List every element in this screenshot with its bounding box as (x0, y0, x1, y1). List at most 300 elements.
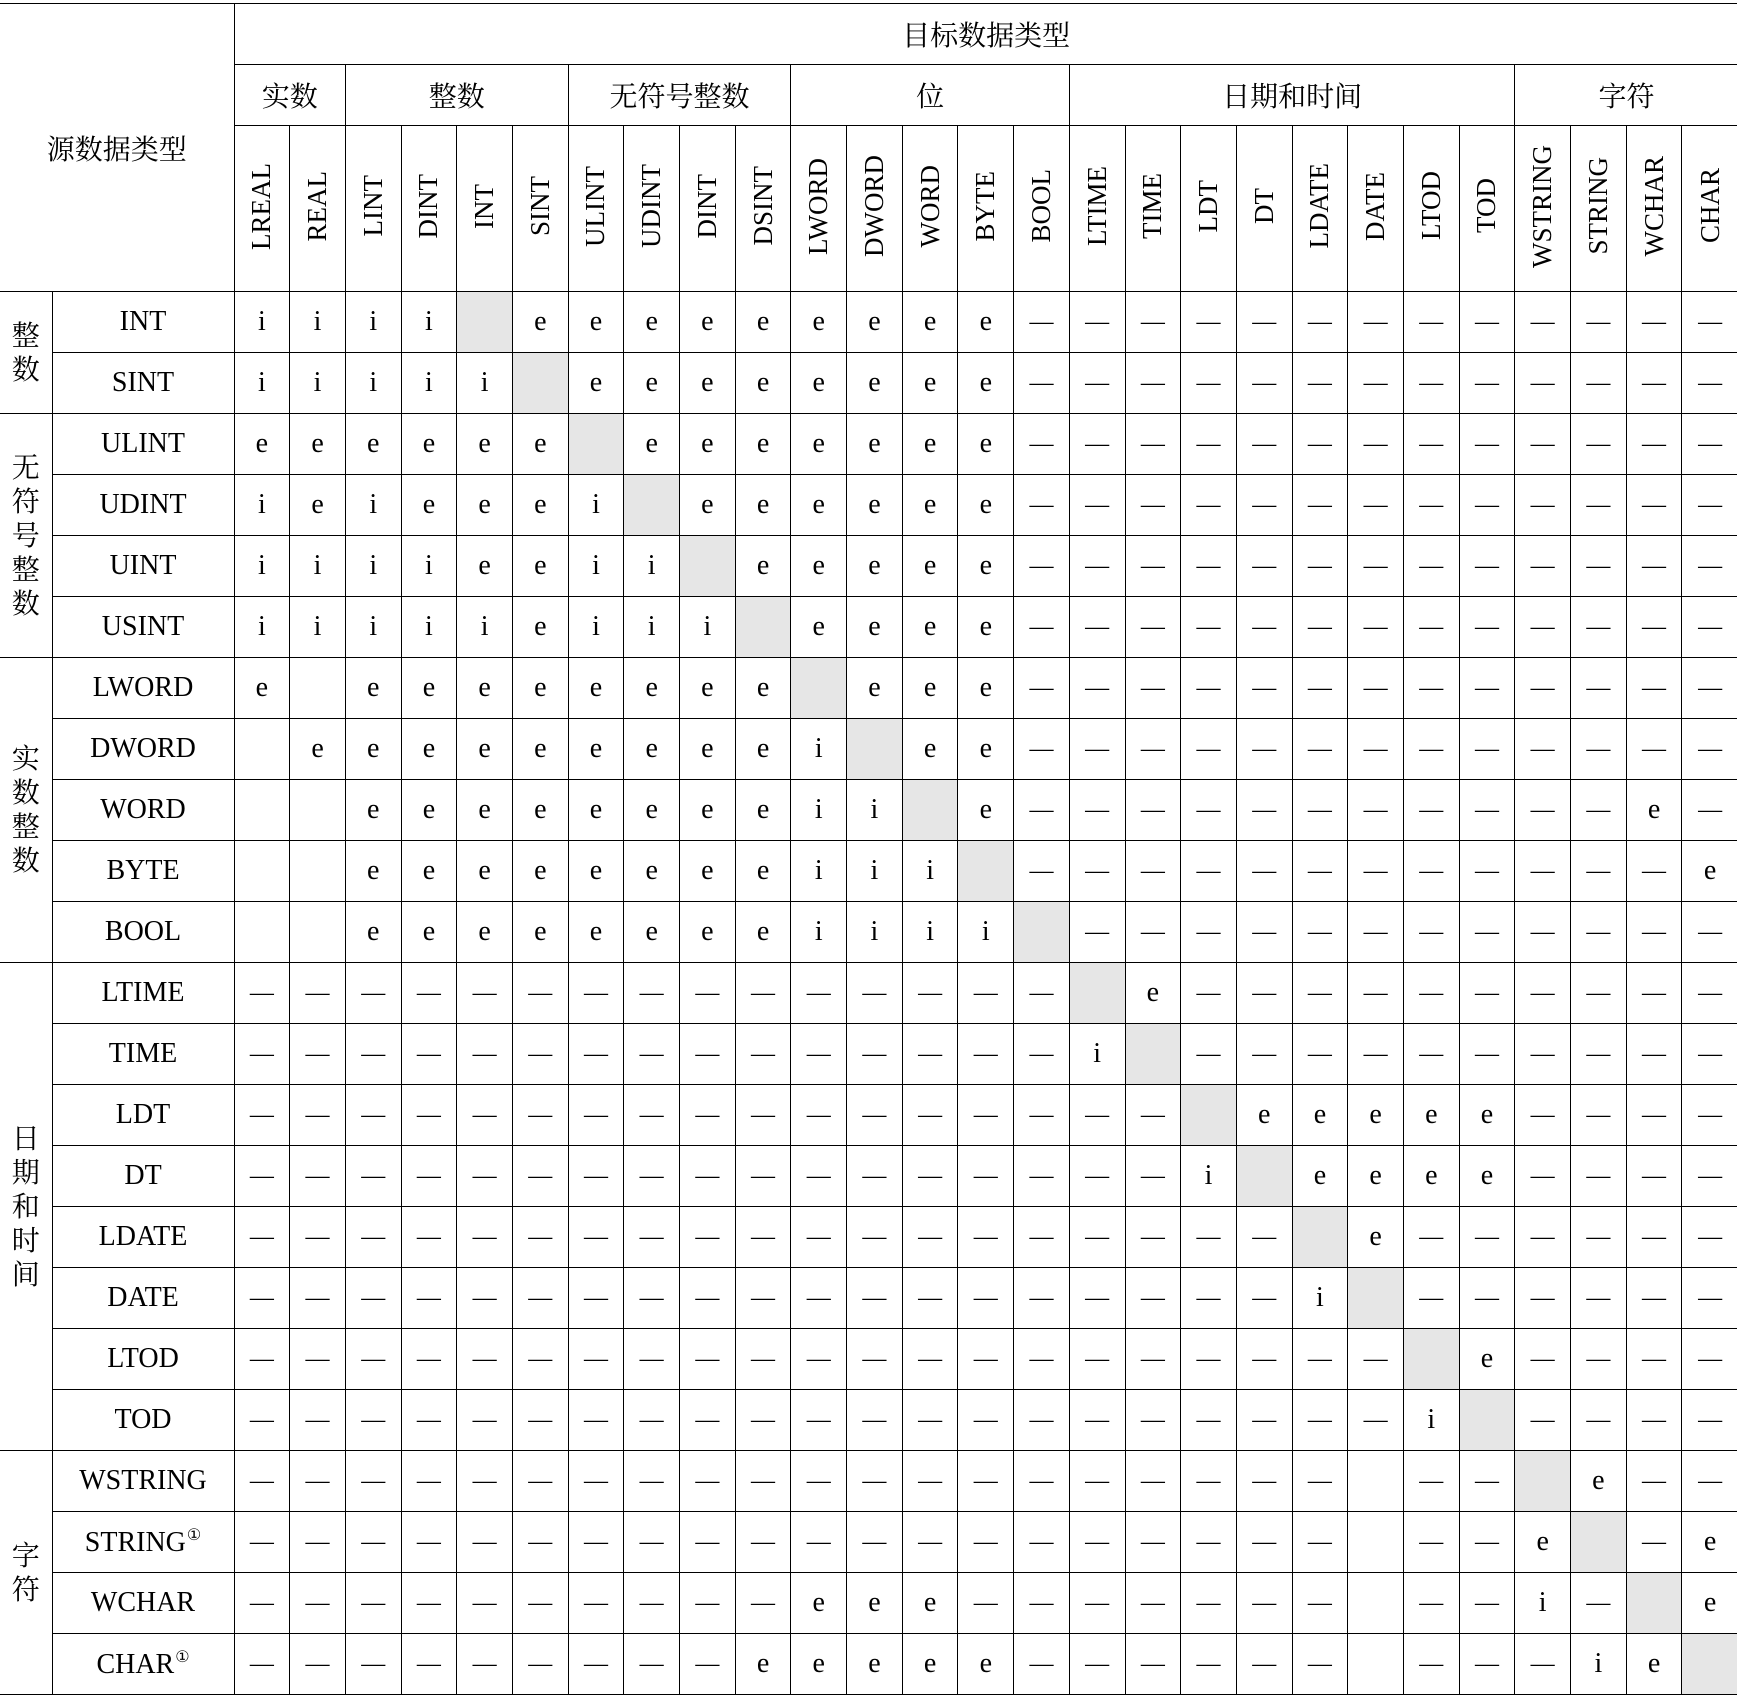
conversion-cell: — (1181, 1451, 1237, 1512)
conversion-cell: — (1682, 1024, 1737, 1085)
conversion-cell: e (958, 1634, 1014, 1695)
table-row (0, 1573, 1737, 1634)
conversion-cell: — (1069, 1268, 1125, 1329)
conversion-cell: — (1236, 1024, 1292, 1085)
diagonal-cell (1515, 1451, 1571, 1512)
conversion-cell: — (1348, 475, 1404, 536)
conversion-cell: — (735, 1390, 791, 1451)
source-type-label: WORD (52, 780, 234, 841)
conversion-cell: — (234, 1390, 290, 1451)
conversion-cell: e (457, 719, 513, 780)
conversion-cell: — (1292, 719, 1348, 780)
source-type-label: LDATE (52, 1207, 234, 1268)
source-type-label: TIME (52, 1024, 234, 1085)
conversion-cell: e (568, 658, 624, 719)
conversion-cell: i (234, 597, 290, 658)
conversion-cell: e (1236, 1085, 1292, 1146)
conversion-cell: e (1626, 1634, 1682, 1695)
table-row (0, 475, 1737, 536)
footnote-marker: ① (186, 1527, 202, 1544)
conversion-cell: — (1014, 780, 1070, 841)
conversion-cell: — (735, 1085, 791, 1146)
conversion-cell: — (1403, 1634, 1459, 1695)
conversion-cell: — (1292, 1024, 1348, 1085)
conversion-cell: e (680, 719, 736, 780)
conversion-cell: — (1181, 841, 1237, 902)
conversion-cell: — (1459, 1268, 1515, 1329)
conversion-cell: — (1292, 1451, 1348, 1512)
conversion-cell: — (680, 963, 736, 1024)
conversion-cell: e (958, 414, 1014, 475)
conversion-cell: e (457, 902, 513, 963)
conversion-cell: e (457, 780, 513, 841)
source-type-label: DATE (52, 1268, 234, 1329)
conversion-cell: — (1626, 1207, 1682, 1268)
conversion-cell: — (1125, 597, 1181, 658)
diagonal-cell (568, 414, 624, 475)
conversion-cell: — (902, 1329, 958, 1390)
conversion-cell: — (1125, 1451, 1181, 1512)
conversion-cell: — (1515, 1329, 1571, 1390)
source-type-label: DWORD (52, 719, 234, 780)
conversion-cell (1348, 1634, 1404, 1695)
conversion-cell: — (1069, 719, 1125, 780)
conversion-cell: — (1515, 963, 1571, 1024)
conversion-cell: — (1682, 1085, 1737, 1146)
conversion-cell: e (568, 719, 624, 780)
table-row (0, 292, 1737, 353)
conversion-cell: e (847, 536, 903, 597)
conversion-cell: — (1403, 1207, 1459, 1268)
target-column-label: LINT (357, 175, 388, 237)
conversion-cell: — (512, 963, 568, 1024)
conversion-cell: — (847, 1085, 903, 1146)
conversion-cell: e (847, 475, 903, 536)
conversion-cell (234, 841, 290, 902)
conversion-cell: — (1459, 1207, 1515, 1268)
conversion-cell: — (401, 1390, 457, 1451)
target-column-label: BOOL (1025, 169, 1056, 243)
conversion-cell: — (735, 1268, 791, 1329)
conversion-cell: e (290, 475, 346, 536)
conversion-cell: — (1403, 1512, 1459, 1573)
conversion-cell: — (1236, 1451, 1292, 1512)
conversion-cell: — (680, 1207, 736, 1268)
conversion-cell: — (568, 1512, 624, 1573)
conversion-cell: — (290, 1207, 346, 1268)
conversion-cell: — (958, 1268, 1014, 1329)
target-column-header (290, 126, 346, 292)
conversion-cell: — (1459, 1573, 1515, 1634)
conversion-cell: e (735, 780, 791, 841)
conversion-cell: — (401, 1329, 457, 1390)
conversion-cell: — (1236, 963, 1292, 1024)
conversion-cell: — (234, 1451, 290, 1512)
conversion-cell: e (512, 902, 568, 963)
conversion-cell: — (847, 1512, 903, 1573)
source-type-label: UINT (52, 536, 234, 597)
conversion-cell: e (1292, 1146, 1348, 1207)
conversion-cell: — (1682, 292, 1737, 353)
diagonal-cell (1348, 1268, 1404, 1329)
conversion-cell: — (1459, 658, 1515, 719)
conversion-cell: — (847, 1390, 903, 1451)
conversion-cell: — (568, 1390, 624, 1451)
target-column-label: LREAL (246, 162, 277, 250)
conversion-cell: — (1069, 841, 1125, 902)
conversion-cell: — (1459, 1451, 1515, 1512)
conversion-cell: — (791, 1085, 847, 1146)
conversion-cell: — (1292, 292, 1348, 353)
conversion-cell: e (735, 719, 791, 780)
conversion-cell: e (958, 719, 1014, 780)
conversion-cell: — (1626, 658, 1682, 719)
source-type-label: BOOL (52, 902, 234, 963)
source-type-label: LWORD (52, 658, 234, 719)
conversion-cell: — (1125, 475, 1181, 536)
conversion-cell: e (1348, 1146, 1404, 1207)
conversion-cell: — (568, 1024, 624, 1085)
conversion-cell: — (680, 1451, 736, 1512)
conversion-cell: — (1292, 536, 1348, 597)
conversion-cell: e (401, 902, 457, 963)
conversion-cell: — (457, 1085, 513, 1146)
conversion-cell: — (958, 1390, 1014, 1451)
conversion-cell: — (401, 1268, 457, 1329)
conversion-cell: e (1459, 1329, 1515, 1390)
conversion-cell: — (457, 963, 513, 1024)
conversion-cell: — (1181, 1207, 1237, 1268)
conversion-cell: — (568, 1085, 624, 1146)
conversion-cell: — (1236, 475, 1292, 536)
conversion-cell: i (791, 719, 847, 780)
conversion-cell: — (401, 1024, 457, 1085)
conversion-cell: e (568, 292, 624, 353)
conversion-cell: e (457, 658, 513, 719)
table-row (0, 1390, 1737, 1451)
conversion-cell: i (345, 475, 401, 536)
conversion-cell: — (1069, 780, 1125, 841)
conversion-cell: — (1236, 414, 1292, 475)
conversion-cell: e (958, 780, 1014, 841)
conversion-cell: — (1125, 1573, 1181, 1634)
target-column-header (1348, 126, 1404, 292)
conversion-cell: — (1236, 597, 1292, 658)
conversion-cell: — (1682, 658, 1737, 719)
conversion-cell: — (345, 1451, 401, 1512)
conversion-cell: — (401, 1451, 457, 1512)
conversion-cell: — (234, 1085, 290, 1146)
conversion-cell: — (1181, 963, 1237, 1024)
conversion-cell: — (234, 1573, 290, 1634)
conversion-cell: e (735, 902, 791, 963)
target-group-header: 日期和时间 (1069, 65, 1515, 126)
conversion-cell: — (680, 1024, 736, 1085)
conversion-cell: — (1125, 780, 1181, 841)
conversion-cell: — (1515, 780, 1571, 841)
target-column-header (735, 126, 791, 292)
conversion-cell: — (1014, 475, 1070, 536)
conversion-cell: — (1069, 902, 1125, 963)
conversion-cell: e (1682, 841, 1737, 902)
source-group-label: 无 符 号 整 数 (0, 414, 52, 658)
conversion-cell: — (735, 1573, 791, 1634)
conversion-cell: — (1571, 963, 1627, 1024)
table-row (0, 780, 1737, 841)
conversion-cell: — (791, 1024, 847, 1085)
conversion-cell: — (1125, 1085, 1181, 1146)
target-column-label: LWORD (803, 157, 834, 255)
conversion-cell: i (1069, 1024, 1125, 1085)
conversion-cell: — (1626, 1451, 1682, 1512)
conversion-cell: — (290, 1634, 346, 1695)
conversion-cell: — (290, 1390, 346, 1451)
diagonal-cell (1292, 1207, 1348, 1268)
conversion-cell: e (958, 597, 1014, 658)
conversion-cell: e (1459, 1085, 1515, 1146)
source-group-label: 整 数 (0, 292, 52, 414)
conversion-cell: e (401, 719, 457, 780)
source-group-label: 字 符 (0, 1451, 52, 1695)
source-type-label: TOD (52, 1390, 234, 1451)
conversion-cell (290, 841, 346, 902)
table-row (0, 353, 1737, 414)
conversion-cell: — (902, 963, 958, 1024)
conversion-cell: e (624, 353, 680, 414)
conversion-cell: — (290, 1512, 346, 1573)
conversion-cell: i (847, 841, 903, 902)
conversion-cell: — (1571, 597, 1627, 658)
conversion-cell: — (680, 1329, 736, 1390)
conversion-cell: — (735, 1207, 791, 1268)
table-row (0, 1268, 1737, 1329)
conversion-cell: — (1292, 414, 1348, 475)
table-row (0, 1085, 1737, 1146)
conversion-cell: — (1403, 963, 1459, 1024)
conversion-cell: — (1571, 658, 1627, 719)
conversion-cell: — (457, 1024, 513, 1085)
conversion-cell (234, 719, 290, 780)
conversion-cell: — (1571, 1207, 1627, 1268)
conversion-cell: — (1682, 1146, 1737, 1207)
conversion-cell: — (1014, 1390, 1070, 1451)
conversion-cell: — (1014, 1512, 1070, 1573)
target-column-label: ULINT (580, 165, 611, 247)
conversion-cell: — (1682, 780, 1737, 841)
conversion-cell: i (234, 292, 290, 353)
conversion-cell: — (1682, 536, 1737, 597)
conversion-cell: e (902, 414, 958, 475)
conversion-cell: e (512, 536, 568, 597)
conversion-cell: — (1682, 353, 1737, 414)
conversion-cell: e (1571, 1451, 1627, 1512)
conversion-cell: — (1682, 719, 1737, 780)
conversion-cell: i (457, 597, 513, 658)
conversion-cell: — (1626, 1512, 1682, 1573)
conversion-cell: e (902, 292, 958, 353)
conversion-cell: e (512, 719, 568, 780)
conversion-cell: e (902, 1634, 958, 1695)
header-row-target-columns (0, 126, 1737, 292)
conversion-cell: — (457, 1268, 513, 1329)
conversion-cell: e (624, 658, 680, 719)
conversion-cell: — (624, 1512, 680, 1573)
conversion-cell: — (1292, 1634, 1348, 1695)
conversion-cell: e (401, 780, 457, 841)
conversion-cell: e (568, 353, 624, 414)
conversion-cell (1348, 1451, 1404, 1512)
conversion-cell: — (1459, 414, 1515, 475)
conversion-cell: — (791, 1268, 847, 1329)
conversion-cell: — (1626, 414, 1682, 475)
conversion-cell: — (1014, 292, 1070, 353)
conversion-cell: — (1014, 963, 1070, 1024)
conversion-cell: — (1403, 1573, 1459, 1634)
conversion-cell: i (457, 353, 513, 414)
conversion-cell: e (791, 414, 847, 475)
conversion-cell: — (735, 963, 791, 1024)
conversion-cell: — (290, 963, 346, 1024)
conversion-cell: — (1571, 475, 1627, 536)
target-column-header (568, 126, 624, 292)
diagonal-cell (624, 475, 680, 536)
conversion-cell: e (345, 780, 401, 841)
target-group-header: 无符号整数 (568, 65, 791, 126)
conversion-cell (290, 902, 346, 963)
conversion-cell: — (1515, 1024, 1571, 1085)
conversion-cell: — (958, 963, 1014, 1024)
target-column-header (457, 126, 513, 292)
conversion-cell: — (902, 1024, 958, 1085)
conversion-cell: i (401, 597, 457, 658)
target-column-label: LTIME (1081, 166, 1112, 246)
conversion-cell: — (1069, 1390, 1125, 1451)
target-column-label: CHAR (1694, 168, 1725, 244)
conversion-cell: — (1459, 292, 1515, 353)
conversion-cell: — (1682, 1207, 1737, 1268)
conversion-cell: — (1181, 1268, 1237, 1329)
conversion-cell: — (1571, 1085, 1627, 1146)
conversion-cell: e (791, 536, 847, 597)
conversion-cell: — (735, 1329, 791, 1390)
conversion-cell: i (345, 536, 401, 597)
conversion-cell: — (1626, 292, 1682, 353)
conversion-cell: — (1181, 536, 1237, 597)
conversion-cell: — (1014, 1268, 1070, 1329)
conversion-cell: — (568, 1634, 624, 1695)
conversion-cell: — (345, 1024, 401, 1085)
target-column-label: DT (1248, 188, 1279, 224)
conversion-cell: e (735, 475, 791, 536)
diagonal-cell (1403, 1329, 1459, 1390)
conversion-cell: — (512, 1573, 568, 1634)
conversion-cell: — (401, 1634, 457, 1695)
target-column-label: INT (469, 183, 500, 229)
conversion-cell: — (791, 1146, 847, 1207)
footnote-marker: ① (175, 1649, 190, 1666)
conversion-cell: — (290, 1146, 346, 1207)
conversion-cell: e (512, 475, 568, 536)
conversion-cell: — (1236, 292, 1292, 353)
table-row (0, 1634, 1737, 1695)
conversion-cell: e (345, 719, 401, 780)
conversion-cell: e (680, 353, 736, 414)
conversion-cell: — (512, 1329, 568, 1390)
conversion-cell: — (1348, 780, 1404, 841)
conversion-cell: — (512, 1146, 568, 1207)
conversion-cell: i (624, 597, 680, 658)
target-column-header (1459, 126, 1515, 292)
table-row (0, 536, 1737, 597)
conversion-cell: — (1459, 902, 1515, 963)
target-column-label: REAL (302, 170, 333, 242)
diagonal-cell (958, 841, 1014, 902)
source-type-label: LTIME (52, 963, 234, 1024)
conversion-cell: — (1459, 353, 1515, 414)
conversion-cell: — (1181, 1573, 1237, 1634)
conversion-cell: — (1069, 1573, 1125, 1634)
conversion-cell: — (1236, 719, 1292, 780)
conversion-cell: — (1515, 1207, 1571, 1268)
conversion-cell: — (1403, 780, 1459, 841)
conversion-cell: — (1292, 902, 1348, 963)
source-type-label: BYTE (52, 841, 234, 902)
source-type-label: DT (52, 1146, 234, 1207)
diagonal-cell (1236, 1146, 1292, 1207)
target-column-header (1682, 126, 1737, 292)
conversion-cell: — (1571, 1146, 1627, 1207)
conversion-cell: — (345, 1512, 401, 1573)
conversion-cell: e (958, 536, 1014, 597)
conversion-cell: — (234, 1207, 290, 1268)
conversion-cell: e (624, 719, 680, 780)
conversion-cell: e (958, 353, 1014, 414)
target-group-header: 整数 (345, 65, 568, 126)
conversion-cell: — (512, 1451, 568, 1512)
target-column-header (1069, 126, 1125, 292)
conversion-cell: e (902, 353, 958, 414)
conversion-cell: — (1125, 1390, 1181, 1451)
conversion-cell: e (1125, 963, 1181, 1024)
target-column-header (345, 126, 401, 292)
conversion-cell: — (958, 1451, 1014, 1512)
conversion-cell: — (1014, 1451, 1070, 1512)
conversion-cell: e (847, 414, 903, 475)
conversion-cell: e (624, 841, 680, 902)
conversion-cell: e (847, 1634, 903, 1695)
conversion-cell: — (624, 1024, 680, 1085)
conversion-cell: — (1069, 1146, 1125, 1207)
conversion-cell: — (791, 1207, 847, 1268)
target-group-header: 字符 (1515, 65, 1737, 126)
conversion-cell: — (1125, 841, 1181, 902)
diagonal-cell (457, 292, 513, 353)
conversion-cell: e (1348, 1207, 1404, 1268)
conversion-cell: — (1571, 1024, 1627, 1085)
conversion-cell: — (457, 1390, 513, 1451)
conversion-cell: e (680, 475, 736, 536)
conversion-cell: — (1348, 414, 1404, 475)
conversion-cell: i (345, 292, 401, 353)
table-row (0, 1024, 1737, 1085)
conversion-cell: — (958, 1024, 1014, 1085)
conversion-cell: — (1459, 1024, 1515, 1085)
conversion-cell: — (568, 963, 624, 1024)
conversion-cell: e (234, 658, 290, 719)
conversion-cell: — (1348, 963, 1404, 1024)
conversion-cell (290, 658, 346, 719)
conversion-cell: e (1682, 1512, 1737, 1573)
